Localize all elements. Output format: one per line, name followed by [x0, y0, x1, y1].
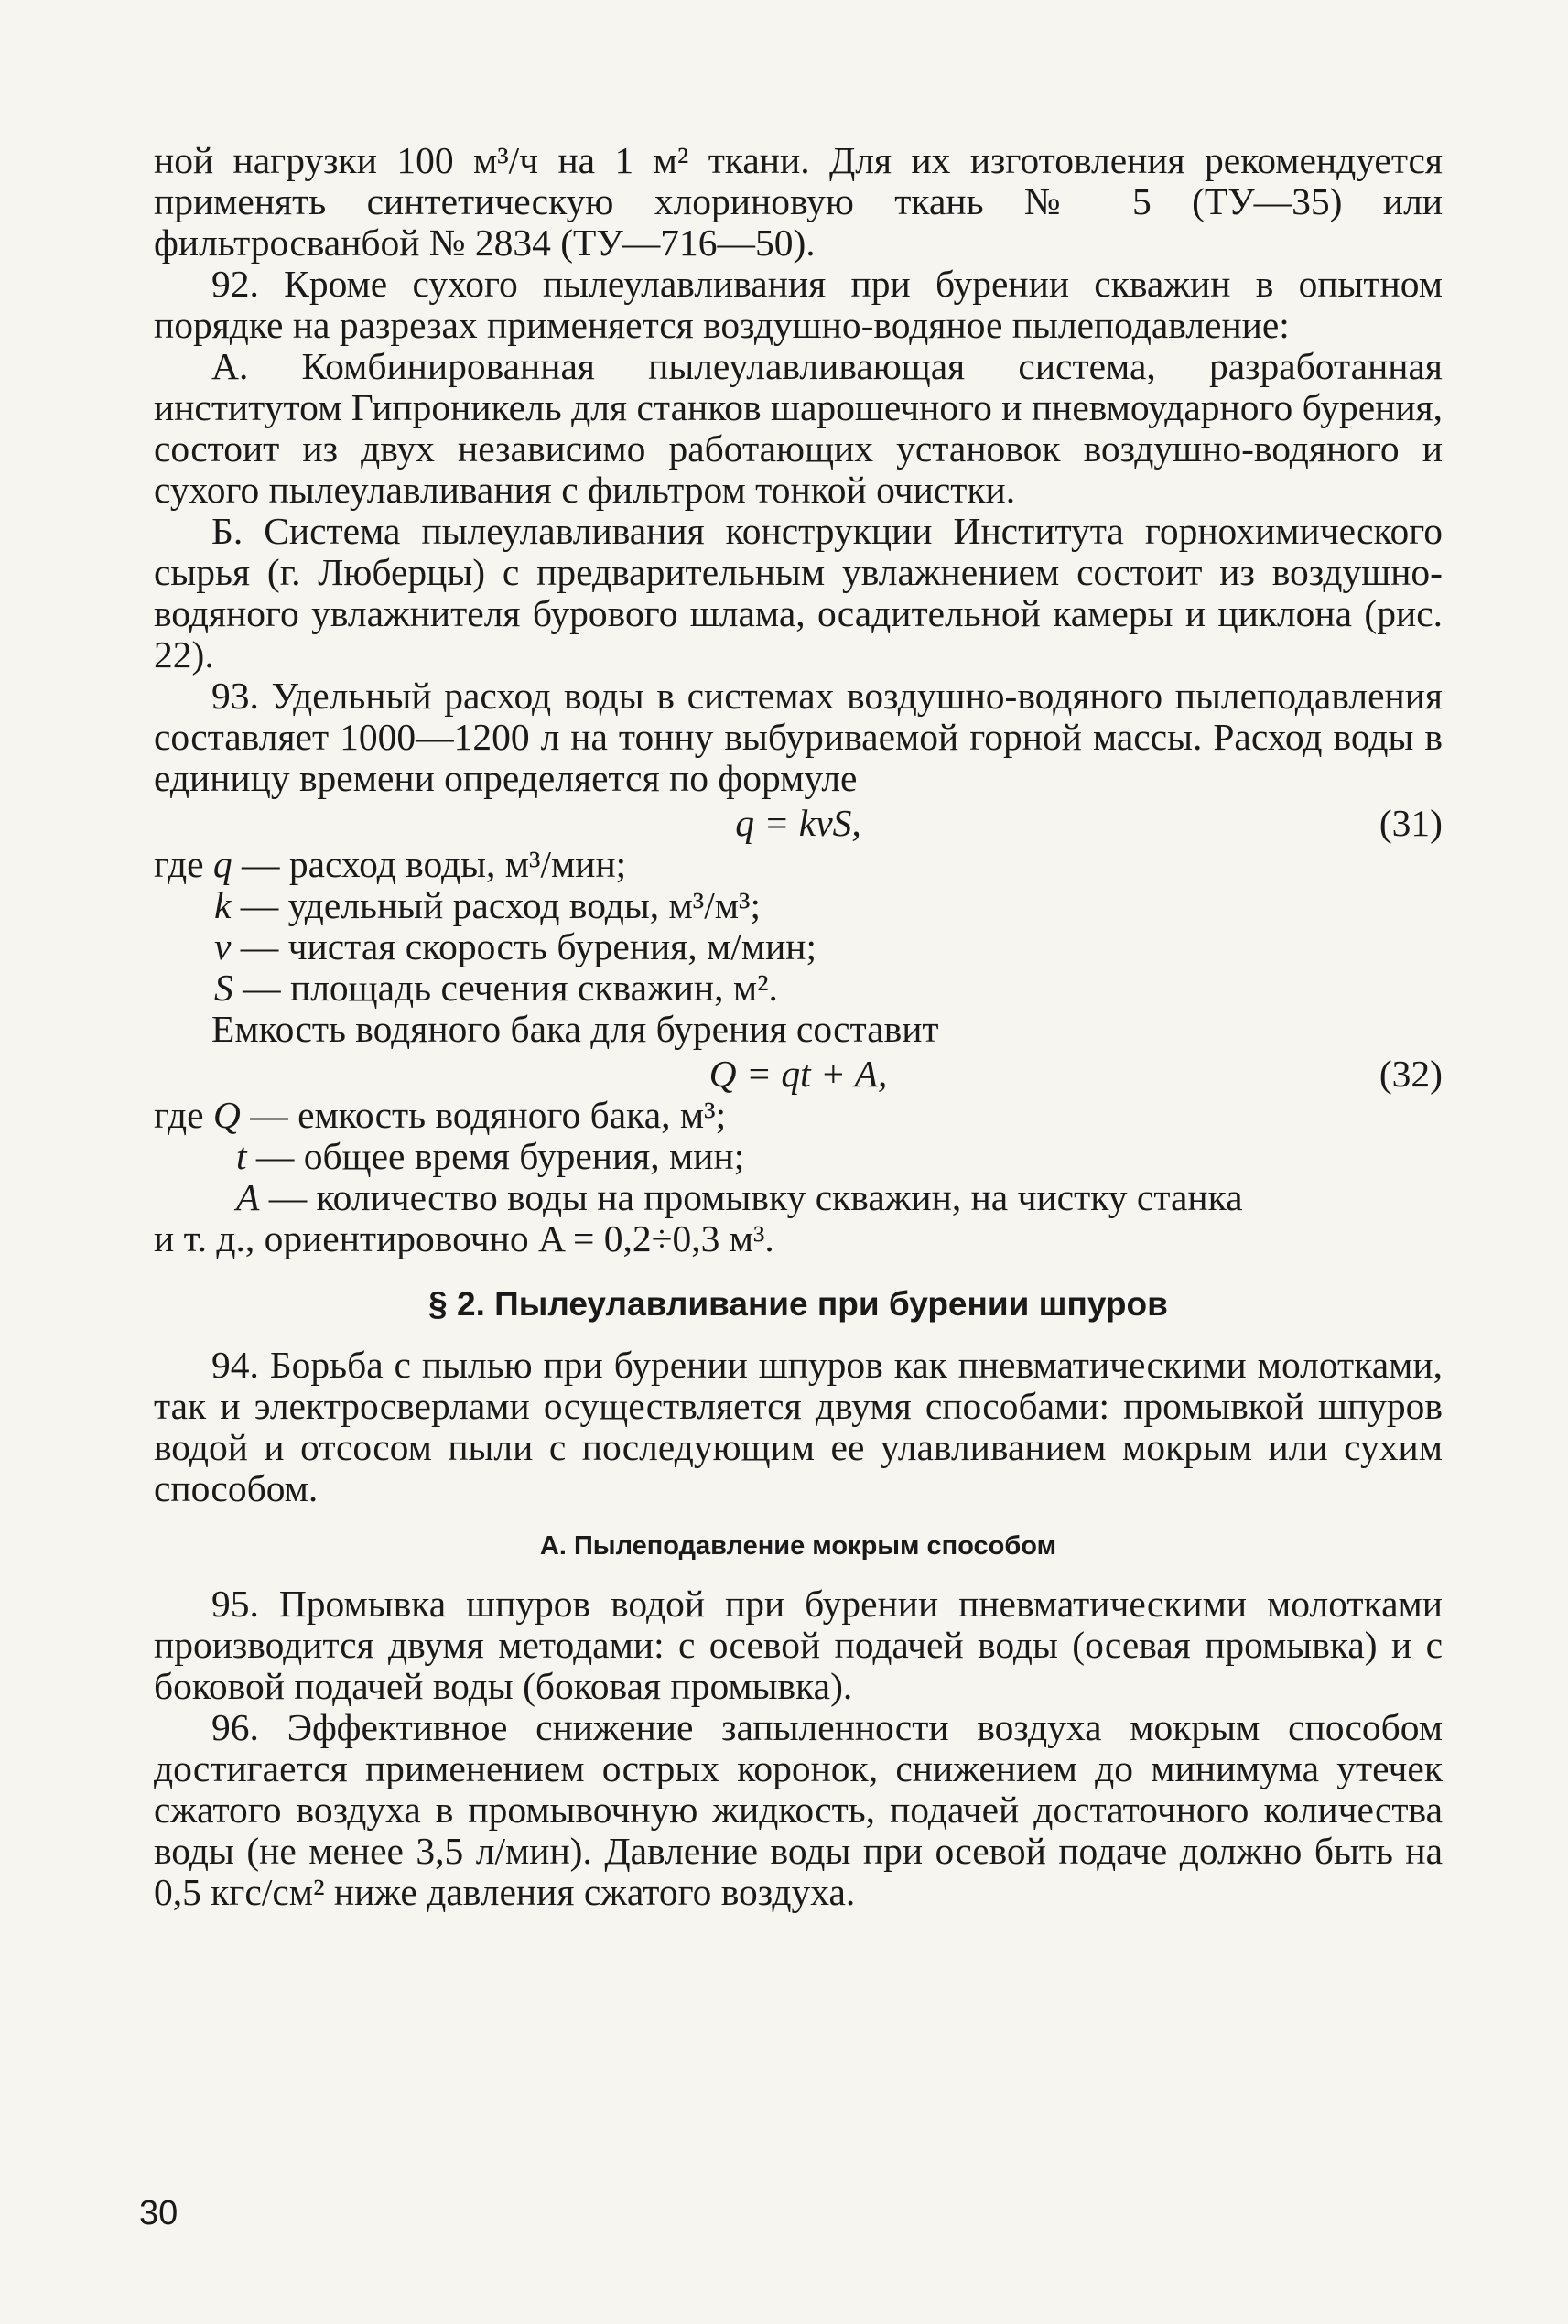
equation-31-formula: q = kvS, — [735, 802, 861, 844]
equation-31-number: (31) — [1379, 802, 1443, 844]
legend-row: где Q — емкость водяного бака, м³; — [154, 1094, 727, 1136]
paragraph-92: 92. Кроме сухого пылеулавливания при бурении скважин в опытном порядке на разрезах применяется воздушно-водяное пылеподавление: — [154, 263, 1443, 346]
paragraph-96: 96. Эффективное снижение запыленности воздуха мокрым способом достигается применением острых коронок, снижением до минимума утечек сжатого воздуха в промывочную жидкость, подачей достаточного количества воды (не менее 3,5 л/мин). Давление воды при осевой подаче должно быть на 0,5 кгс/см² ниже давления сжатого воздуха. — [154, 1706, 1443, 1913]
legend-row: и т. д., ориентировочно A = 0,2÷0,3 м³. — [154, 1217, 774, 1259]
equation-31 — [154, 803, 1443, 844]
legend-row: S — площадь сечения скважин, м². — [214, 967, 778, 1009]
legend-row: A — количество воды на промывку скважин, на чистку станка — [236, 1176, 1243, 1218]
legend-row: t — общее время бурения, мин; — [236, 1135, 745, 1177]
legend-row: k — удельный расход воды, м³/м³; — [214, 884, 761, 926]
paragraph-92-b: Б. Система пылеулавливания конструкции Института горнохимического сырья (г. Люберцы) с предварительным увлажнением состоит из воздушно-водяного увлажнителя бурового шлама, осадительной камеры и циклона (рис. 22). — [154, 510, 1443, 676]
section-heading: § 2. Пылеулавливание при бурении шпуров — [428, 1285, 1168, 1323]
equation-32-legend — [154, 1095, 1443, 1259]
legend-row: v — чистая скорость бурения, м/мин; — [214, 925, 817, 967]
equation-32 — [154, 1054, 1443, 1095]
legend-row: где q — расход воды, м³/мин; — [154, 843, 627, 885]
equation-32-formula: Q = qt + A, — [708, 1053, 888, 1095]
continued-paragraph: ной нагрузки 100 м³/ч на 1 м² ткани. Для их изготовления рекомендуется применять синтетическую хлориновую ткань № 5 (ТУ—35) или фильтросванбой № 2834 (ТУ—716—50). — [154, 139, 1443, 264]
paragraph-93: 93. Удельный расход воды в системах воздушно-водяного пылеподавления составляет 1000—1200 л на тонну выбуриваемой горной массы. Расход воды в единицу времени определяется по формуле — [154, 675, 1443, 799]
tank-capacity-text: Емкость водяного бака для бурения составит — [211, 1008, 939, 1050]
equation-31-legend — [154, 844, 1443, 1009]
page-number: 30 — [139, 2194, 178, 2232]
paragraph-95: 95. Промывка шпуров водой при бурении пневматическими молотками производится двумя методами: с осевой подачей воды (осевая промывка) и с боковой подачей воды (боковая промывка). — [154, 1583, 1443, 1707]
page-text — [154, 140, 1443, 1913]
subsection-heading: А. Пылеподавление мокрым способом — [539, 1531, 1057, 1561]
paragraph-94: 94. Борьба с пылью при бурении шпуров как пневматическими молотками, так и электросверлами осуществляется двумя способами: промывкой шпуров водой и отсосом пыли с последующим ее улавливанием мокрым или сухим способом. — [154, 1344, 1443, 1509]
paragraph-92-a: А. Комбинированная пылеулавливающая система, разработанная институтом Гипроникель для станков шарошечного и пневмоударного бурения, состоит из двух независимо работающих установок воздушно-водяного и сухого пылеулавливания с фильтром тонкой очистки. — [154, 345, 1443, 511]
equation-32-number: (32) — [1379, 1053, 1443, 1095]
